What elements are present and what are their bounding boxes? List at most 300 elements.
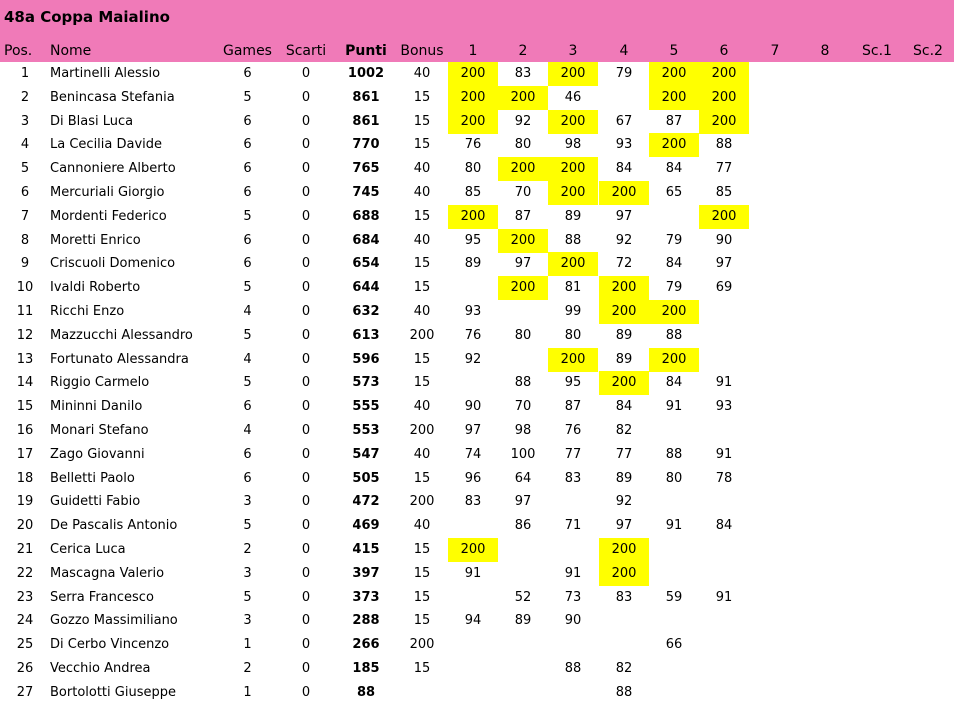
cell-round-5: 91	[665, 518, 683, 534]
cell-scarti: 0	[301, 399, 311, 415]
cell-scarti: 0	[301, 304, 311, 319]
cell-round-2: 200	[498, 229, 548, 253]
cell-round-4: 67	[615, 113, 633, 129]
cell-round-6	[699, 681, 749, 705]
cell-name: De Pascalis Antonio	[50, 518, 178, 534]
cell-round-8	[800, 633, 850, 657]
cell-bonus: 200	[409, 637, 435, 653]
col-header-scarti: Scarti	[285, 43, 327, 59]
cell-round-7	[750, 252, 800, 276]
cell-round-8	[800, 395, 850, 419]
cell-round-7	[750, 562, 800, 586]
cell-name: Ricchi Enzo	[50, 304, 125, 319]
cell-games: 5	[243, 280, 252, 296]
cell-punti: 553	[352, 423, 380, 438]
cell-name: Cannoniere Alberto	[50, 161, 176, 177]
cell-round-4: 200	[599, 538, 649, 562]
table-row	[0, 157, 954, 181]
cell-round-3: 200	[548, 62, 598, 86]
table-row	[0, 181, 954, 205]
cell-bonus: 15	[413, 470, 431, 486]
cell-name: Monari Stefano	[50, 423, 149, 438]
cell-name: Ivaldi Roberto	[50, 280, 141, 296]
table-row	[0, 490, 954, 514]
table-row	[0, 443, 954, 467]
cell-pos: 27	[16, 684, 34, 700]
table-row	[0, 324, 954, 348]
cell-round-1	[448, 276, 498, 300]
cell-round-7	[750, 229, 800, 253]
cell-round-5	[649, 490, 699, 514]
col-header-round-8: 8	[820, 43, 830, 59]
cell-round-4: 79	[615, 66, 633, 81]
table-row	[0, 633, 954, 657]
cell-round-6	[699, 538, 749, 562]
cell-name: Mordenti Federico	[50, 208, 167, 224]
cell-round-4: 200	[599, 181, 649, 205]
cell-round-4: 89	[615, 351, 633, 367]
cell-punti: 688	[352, 208, 380, 224]
cell-round-4: 200	[599, 371, 649, 395]
col-header-round-6: 6	[719, 43, 729, 59]
col-header-round-1: 1	[468, 43, 478, 59]
cell-round-1	[448, 681, 498, 705]
cell-pos: 6	[20, 185, 30, 200]
cell-round-6: 200	[699, 205, 749, 229]
cell-name: Mascagna Valerio	[50, 565, 165, 581]
cell-round-6: 84	[715, 518, 733, 534]
cell-games: 6	[243, 137, 252, 153]
cell-round-4: 200	[599, 276, 649, 300]
cell-round-6	[699, 490, 749, 514]
cell-name: Belletti Paolo	[50, 470, 135, 486]
cell-pos: 22	[16, 565, 34, 581]
cell-round-8	[800, 348, 850, 372]
cell-round-3: 77	[564, 446, 582, 462]
cell-round-1: 200	[448, 110, 498, 134]
col-header-round-5: 5	[669, 43, 679, 59]
cell-punti: 266	[352, 637, 380, 653]
cell-bonus: 40	[413, 446, 431, 462]
cell-punti: 613	[352, 327, 380, 343]
cell-round-3: 89	[564, 208, 582, 224]
cell-punti: 861	[352, 113, 380, 129]
cell-round-4: 82	[615, 661, 633, 676]
cell-round-5: 200	[649, 86, 699, 110]
cell-pos: 17	[16, 446, 34, 462]
table-row	[0, 514, 954, 538]
cell-games: 3	[243, 613, 252, 629]
cell-games: 4	[243, 351, 252, 367]
cell-games: 1	[243, 684, 252, 700]
cell-round-1: 200	[448, 538, 498, 562]
col-header-scarto-1: Sc.1	[862, 43, 892, 59]
cell-round-4	[599, 609, 649, 633]
cell-round-2: 100	[510, 446, 536, 462]
cell-bonus: 15	[413, 375, 431, 391]
cell-punti: 397	[352, 565, 380, 581]
cell-pos: 26	[16, 661, 34, 676]
cell-pos: 19	[16, 494, 34, 510]
cell-games: 2	[243, 542, 252, 557]
cell-round-3: 91	[564, 565, 582, 581]
cell-round-1: 90	[464, 399, 482, 415]
cell-round-1	[448, 657, 498, 681]
cell-name: Cerica Luca	[50, 542, 126, 557]
cell-round-5	[649, 205, 699, 229]
cell-name: Mazzucchi Alessandro	[50, 327, 193, 343]
cell-scarti: 0	[301, 446, 311, 462]
cell-round-2	[498, 300, 548, 324]
cell-round-7	[750, 181, 800, 205]
cell-scarti: 0	[301, 661, 311, 676]
cell-round-8	[800, 86, 850, 110]
cell-round-7	[750, 490, 800, 514]
cell-round-1: 92	[464, 351, 482, 367]
cell-round-5: 84	[665, 375, 683, 391]
cell-round-1: 97	[464, 423, 482, 438]
cell-round-8	[800, 229, 850, 253]
cell-punti: 547	[352, 446, 380, 462]
cell-round-1: 74	[464, 446, 482, 462]
cell-round-5	[649, 419, 699, 443]
cell-round-3: 88	[564, 232, 582, 248]
table-row	[0, 133, 954, 157]
cell-round-6: 97	[715, 256, 733, 272]
cell-pos: 25	[16, 637, 34, 653]
cell-round-2: 64	[514, 470, 532, 486]
cell-punti: 1002	[347, 66, 385, 81]
cell-round-1: 96	[464, 470, 482, 486]
cell-punti: 644	[352, 280, 380, 296]
cell-round-6: 93	[715, 399, 733, 415]
cell-bonus: 15	[413, 256, 431, 272]
cell-games: 6	[243, 446, 252, 462]
cell-round-8	[800, 157, 850, 181]
cell-scarti: 0	[301, 327, 311, 343]
cell-games: 1	[243, 637, 252, 653]
cell-bonus: 15	[413, 565, 431, 581]
cell-round-5: 200	[649, 133, 699, 157]
cell-round-1: 200	[448, 205, 498, 229]
cell-round-4: 93	[615, 137, 633, 153]
cell-round-1: 94	[464, 613, 482, 629]
cell-round-5: 79	[665, 232, 683, 248]
cell-round-4	[599, 86, 649, 110]
table-row	[0, 110, 954, 134]
cell-round-7	[750, 395, 800, 419]
cell-round-2: 97	[514, 494, 532, 510]
cell-round-3: 81	[564, 280, 582, 296]
cell-scarti: 0	[301, 208, 311, 224]
cell-scarti: 0	[301, 66, 311, 81]
cell-pos: 21	[16, 542, 34, 557]
cell-round-4: 84	[615, 161, 633, 177]
cell-round-7	[750, 467, 800, 491]
cell-pos: 24	[16, 613, 34, 629]
cell-round-8	[800, 657, 850, 681]
cell-games: 6	[243, 66, 252, 81]
cell-round-4: 92	[615, 232, 633, 248]
cell-round-2: 200	[498, 86, 548, 110]
cell-round-4: 89	[615, 470, 633, 486]
table-row	[0, 62, 954, 86]
cell-round-6	[699, 419, 749, 443]
cell-round-4: 83	[615, 589, 633, 605]
cell-round-5	[649, 681, 699, 705]
cell-round-5: 84	[665, 161, 683, 177]
cell-round-6	[699, 300, 749, 324]
cell-scarti: 0	[301, 684, 311, 700]
cell-round-5	[649, 609, 699, 633]
cell-bonus: 15	[413, 613, 431, 629]
cell-name: Criscuoli Domenico	[50, 256, 176, 272]
cell-punti: 573	[352, 375, 380, 391]
cell-round-1	[448, 514, 498, 538]
cell-round-8	[800, 609, 850, 633]
col-header-round-4: 4	[619, 43, 629, 59]
cell-round-8	[800, 276, 850, 300]
cell-bonus: 40	[413, 304, 431, 319]
cell-bonus: 40	[413, 399, 431, 415]
cell-bonus: 15	[413, 280, 431, 296]
table-row	[0, 562, 954, 586]
cell-scarti: 0	[301, 375, 311, 391]
cell-round-4: 97	[615, 518, 633, 534]
cell-pos: 23	[16, 589, 34, 605]
cell-pos: 9	[20, 256, 30, 272]
cell-round-5: 79	[665, 280, 683, 296]
cell-round-6: 85	[715, 185, 733, 200]
cell-round-6: 91	[715, 446, 733, 462]
cell-round-7	[750, 300, 800, 324]
cell-round-7	[750, 157, 800, 181]
table-row	[0, 609, 954, 633]
cell-bonus: 40	[413, 161, 431, 177]
cell-bonus	[396, 681, 448, 705]
table-row	[0, 348, 954, 372]
cell-pos: 10	[16, 280, 34, 296]
cell-round-8	[800, 252, 850, 276]
cell-bonus: 40	[413, 518, 431, 534]
cell-pos: 1	[20, 66, 30, 81]
cell-round-8	[800, 467, 850, 491]
cell-round-1: 80	[464, 161, 482, 177]
cell-round-8	[800, 681, 850, 705]
cell-round-2	[498, 681, 548, 705]
cell-pos: 12	[16, 327, 34, 343]
cell-round-8	[800, 300, 850, 324]
col-header-scarto-2: Sc.2	[913, 43, 943, 59]
cell-round-3: 88	[564, 661, 582, 676]
cell-round-8	[800, 538, 850, 562]
table-row	[0, 300, 954, 324]
cell-round-1	[448, 633, 498, 657]
cell-scarti: 0	[301, 113, 311, 129]
cell-round-5: 200	[649, 348, 699, 372]
cell-punti: 555	[352, 399, 380, 415]
cell-games: 6	[243, 399, 252, 415]
col-header-round-3: 3	[568, 43, 578, 59]
cell-scarti: 0	[301, 89, 311, 105]
cell-games: 5	[243, 518, 252, 534]
cell-scarti: 0	[301, 137, 311, 153]
cell-round-3: 200	[548, 252, 598, 276]
cell-round-6: 77	[715, 161, 733, 177]
cell-round-3	[548, 633, 598, 657]
cell-round-2: 89	[514, 613, 532, 629]
cell-round-6	[699, 348, 749, 372]
cell-games: 3	[243, 494, 252, 510]
cell-round-1: 89	[464, 256, 482, 272]
cell-round-2: 92	[514, 113, 532, 129]
cell-punti: 684	[352, 232, 380, 248]
cell-round-5: 87	[665, 113, 683, 129]
cell-name: Vecchio Andrea	[50, 661, 151, 676]
cell-pos: 8	[20, 232, 30, 248]
cell-round-2: 80	[514, 327, 532, 343]
cell-round-5: 91	[665, 399, 683, 415]
cell-games: 5	[243, 589, 252, 605]
table-row	[0, 371, 954, 395]
cell-round-3	[548, 490, 598, 514]
cell-games: 5	[243, 375, 252, 391]
cell-round-8	[800, 562, 850, 586]
cell-round-8	[800, 205, 850, 229]
cell-name: Di Cerbo Vincenzo	[50, 637, 170, 653]
cell-round-4: 72	[615, 256, 633, 272]
cell-round-3: 76	[564, 423, 582, 438]
cell-punti: 472	[352, 494, 380, 510]
cell-punti: 861	[352, 89, 380, 105]
cell-round-7	[750, 419, 800, 443]
cell-pos: 11	[16, 304, 34, 319]
cell-name: La Cecilia Davide	[50, 137, 163, 153]
cell-round-2: 86	[514, 518, 532, 534]
cell-round-4: 200	[599, 300, 649, 324]
cell-scarti: 0	[301, 518, 311, 534]
cell-round-2: 88	[514, 375, 532, 391]
cell-round-5	[649, 562, 699, 586]
cell-games: 2	[243, 661, 252, 676]
cell-round-3: 83	[564, 470, 582, 486]
col-header-pos: Pos.	[4, 43, 33, 59]
cell-round-7	[750, 276, 800, 300]
cell-games: 6	[243, 113, 252, 129]
table-row	[0, 252, 954, 276]
cell-round-6	[699, 657, 749, 681]
cell-round-7	[750, 110, 800, 134]
cell-round-4: 82	[615, 423, 633, 438]
cell-round-5	[649, 538, 699, 562]
cell-round-8	[800, 514, 850, 538]
cell-round-7	[750, 324, 800, 348]
cell-pos: 4	[20, 137, 30, 153]
cell-round-4: 77	[615, 446, 633, 462]
cell-punti: 373	[352, 589, 380, 605]
cell-round-3: 200	[548, 181, 598, 205]
cell-games: 4	[243, 304, 252, 319]
cell-scarti: 0	[301, 423, 311, 438]
cell-round-3: 73	[564, 589, 582, 605]
cell-round-5: 65	[665, 185, 683, 200]
cell-round-4	[599, 633, 649, 657]
cell-round-6	[699, 562, 749, 586]
cell-round-2: 80	[514, 137, 532, 153]
cell-round-2: 200	[498, 276, 548, 300]
cell-name: Di Blasi Luca	[50, 113, 134, 129]
cell-round-4: 89	[615, 327, 633, 343]
cell-round-7	[750, 133, 800, 157]
cell-round-2: 70	[514, 185, 532, 200]
cell-round-6: 91	[715, 375, 733, 391]
cell-pos: 2	[20, 89, 30, 105]
cell-punti: 596	[352, 351, 380, 367]
cell-bonus: 200	[409, 423, 435, 438]
cell-round-6: 90	[715, 232, 733, 248]
cell-pos: 14	[16, 375, 34, 391]
cell-round-7	[750, 443, 800, 467]
table-row	[0, 395, 954, 419]
cell-round-1: 85	[464, 185, 482, 200]
cell-round-8	[800, 490, 850, 514]
cell-games: 6	[243, 185, 252, 200]
cell-round-8	[800, 110, 850, 134]
cell-bonus: 200	[409, 327, 435, 343]
cell-name: Serra Francesco	[50, 589, 154, 605]
cell-games: 5	[243, 89, 252, 105]
cell-round-8	[800, 443, 850, 467]
cell-bonus: 15	[413, 208, 431, 224]
table-row	[0, 229, 954, 253]
cell-name: Zago Giovanni	[50, 446, 145, 462]
cell-round-5	[649, 657, 699, 681]
cell-round-7	[750, 609, 800, 633]
cell-round-3: 90	[564, 613, 582, 629]
cell-bonus: 15	[413, 542, 431, 557]
table-row	[0, 538, 954, 562]
cell-round-2	[498, 348, 548, 372]
cell-round-7	[750, 633, 800, 657]
cell-round-3: 71	[564, 518, 582, 534]
cell-games: 6	[243, 232, 252, 248]
cell-punti: 654	[352, 256, 380, 272]
cell-round-6	[699, 633, 749, 657]
cell-bonus: 40	[413, 232, 431, 248]
cell-punti: 770	[352, 137, 380, 153]
cell-pos: 13	[16, 351, 34, 367]
cell-round-7	[750, 371, 800, 395]
cell-bonus: 15	[413, 351, 431, 367]
cell-round-8	[800, 324, 850, 348]
cell-punti: 469	[352, 518, 380, 534]
cell-name: Mercuriali Giorgio	[50, 185, 165, 200]
cell-punti: 288	[352, 613, 380, 629]
cell-name: Bortolotti Giuseppe	[50, 684, 176, 700]
cell-punti: 745	[352, 185, 380, 200]
cell-bonus: 15	[413, 89, 431, 105]
cell-round-8	[800, 181, 850, 205]
cell-round-7	[750, 86, 800, 110]
cell-pos: 16	[16, 423, 34, 438]
cell-bonus: 15	[413, 661, 431, 676]
cell-name: Riggio Carmelo	[50, 375, 150, 391]
cell-name: Mininni Danilo	[50, 399, 143, 415]
cell-round-4: 200	[599, 562, 649, 586]
cell-round-2: 83	[514, 66, 532, 81]
cell-round-3: 200	[548, 157, 598, 181]
cell-scarti: 0	[301, 637, 311, 653]
